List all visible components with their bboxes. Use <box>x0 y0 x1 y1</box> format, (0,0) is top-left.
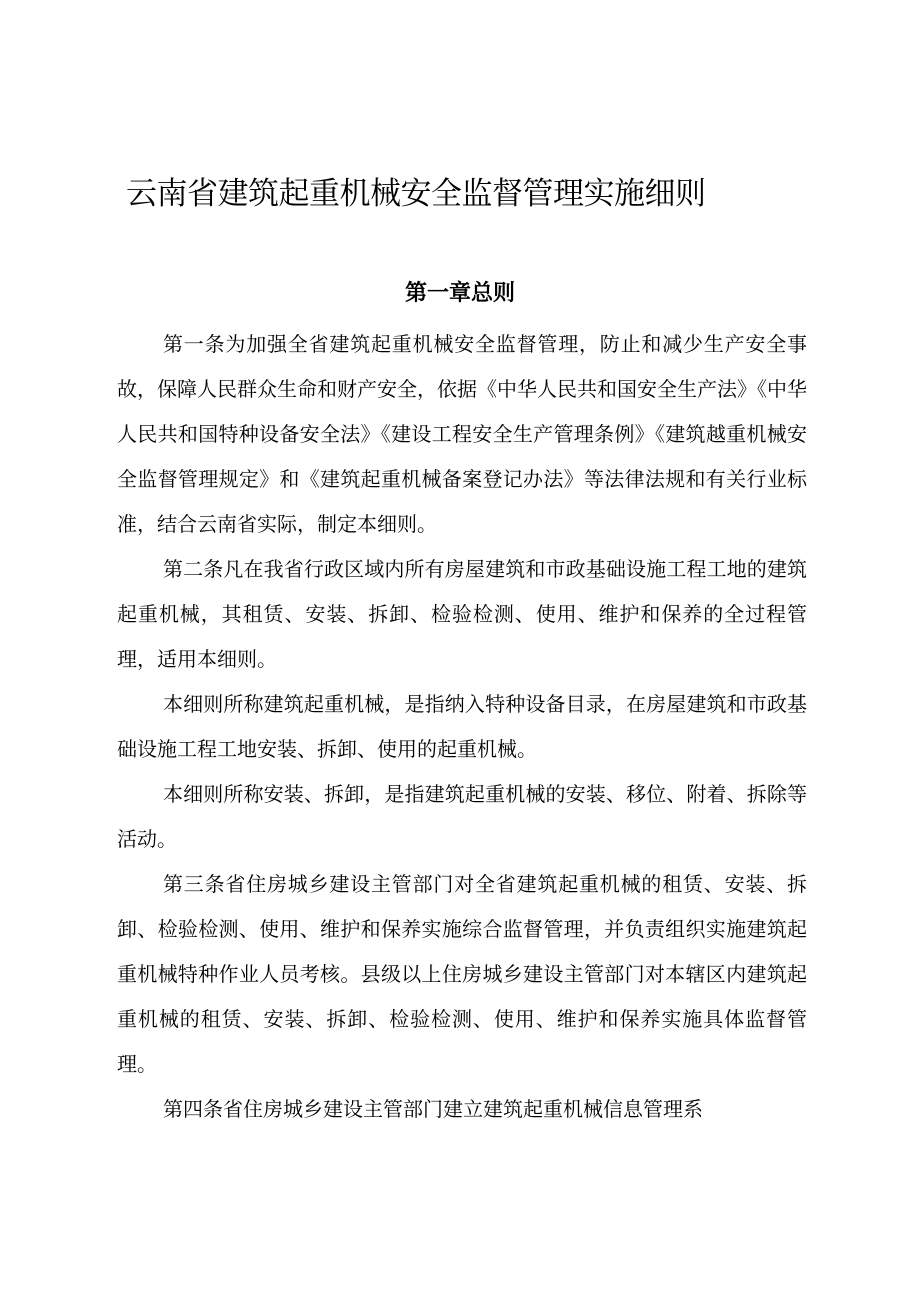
article-1-paragraph: 第一条为加强全省建筑起重机械安全监督管理，防止和减少生产安全事故，保障人民群众生命和财产安全，依据《中华人民共和国安全生产法》《中华人民共和国特种设备安全法》《建设工程安全生产管理条例》《建筑越重机械安全监督管理规定》和《建筑起重机械备案登记办法》等法律法规和有关行业标准，结合云南省实际，制定本细则。 <box>117 332 807 536</box>
article-2-paragraph: 第二条凡在我省行政区域内所有房屋建筑和市政基础设施工程工地的建筑起重机械，其租赁、安装、拆卸、检验检测、使用、维护和保养的全过程管理，适用本细则。 <box>117 557 807 671</box>
chapter-title: 第一章总则 <box>404 281 515 306</box>
document-title: 云南省建筑起重机械安全监督管理实施细则 <box>126 176 706 212</box>
article-3-paragraph: 第三条省住房城乡建设主管部门对全省建筑起重机械的租赁、安装、拆卸、检验检测、使用、维护和保养实施综合监督管理，并负责组织实施建筑起重机械特种作业人员考核。县级以上住房城乡建设主管部门对本辖区内建筑起重机械的租赁、安装、拆卸、检验检测、使用、维护和保养实施具体监督管理。 <box>117 872 807 1076</box>
definition-crane-paragraph: 本细则所称建筑起重机械，是指纳入特种设备目录，在房屋建筑和市政基础设施工程工地安装、拆卸、使用的起重机械。 <box>117 692 807 761</box>
definition-install-paragraph: 本细则所称安装、拆卸，是指建筑起重机械的安装、移位、附着、拆除等活动。 <box>117 782 807 851</box>
document-body <box>117 322 807 1132</box>
article-4-paragraph: 第四条省住房城乡建设主管部门建立建筑起重机械信息管理系 <box>163 1097 703 1121</box>
